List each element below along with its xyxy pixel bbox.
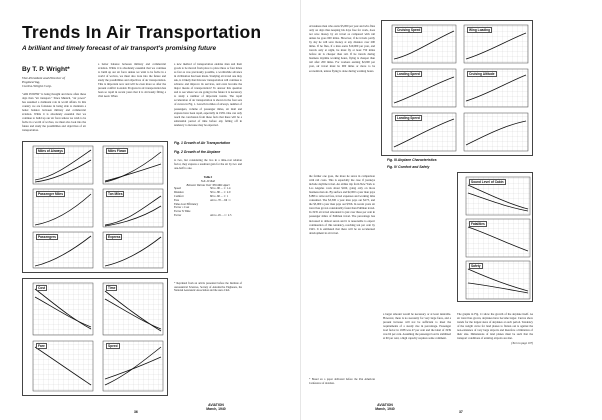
text-column-3 — [174, 62, 242, 135]
figure-1-caption: Fig. 1 Growth of Air Transportation — [174, 141, 231, 145]
table-subtitle: N.K.-W. Rail — [200, 179, 216, 183]
paragraph: to two, but considering the two in a time-cost relation factor, they express a resultant gain for the air by two and one-half to one. — [174, 158, 242, 171]
table-row: Fare Air to .70 ... 66 : 1 — [174, 198, 231, 202]
panel-label: Safety — [471, 264, 481, 268]
table-row: Time-Cost Efficiency — [174, 202, 199, 206]
paragraph: a better balance between military and commercial aviation. While it is absolutely essential that we continue to build up our air force unless we wish to be facile in a world of wolves, we must also look into the future and study the possibilities and objectives of air transportation. This is important now and will be even more so after the present conflict is ended. Progress in air transportation has been so rapid in recent years that it is obviously filling a vital need. When — [98, 62, 166, 99]
text-column-1 — [22, 92, 86, 135]
figure-1-svg — [23, 142, 169, 274]
panel-label: Fare — [38, 344, 45, 348]
table-caption: Between Various Over 300-Mile Apart — [186, 183, 230, 187]
paragraph: the farther one goes, the more he saves in comparison with rail costs. This is especially the case if journeys include daytime travel. An airline trip from New York to Los Angeles costs about $160, going only on more business men do. By surface and $2,000 a year man pays $188 to rail-road fare, travel expenses and working time consumed. The $3,500 a year man pays out $273, and the $5,000 a year man pays out $356. In recent years air travel has grown considerably faster than Pullman travel. In 1935 air travel amounted to just over three per cent in passenger miles of Pullman travel. The percentage has increased to almost seven and it is reasonable to expect continuation of this tendency, reaching ten per cent by 1945. It is estimated that there will be an accelerated development in air travel. — [309, 174, 375, 235]
table-row: Factor X Time — [174, 210, 191, 214]
panel-label: Wing Loading — [469, 28, 491, 32]
magazine-footer-right: AVIATION March, 1940 — [375, 403, 395, 411]
table-row: Speed 50 to .90 ... 1 : 1.4 — [174, 187, 231, 191]
figure-3-caption: Fig. III Airplane Characteristics — [387, 158, 437, 162]
text-column-8 — [457, 312, 533, 396]
table-title: Table I — [203, 176, 213, 179]
panel-label: Fatalities — [471, 222, 485, 226]
continued-note: (Turn to page 107) — [511, 341, 533, 346]
panel-label: Miles Flown — [108, 149, 127, 153]
table-row: Factor = Cost — [174, 206, 190, 210]
table-1 — [174, 176, 242, 218]
table-row: Factor Air to .45 ... 1 : 2.5 — [174, 213, 232, 217]
panel-grid — [33, 283, 163, 391]
panel-label: Ton Miles — [108, 192, 123, 196]
panel-label: Miles of Airways — [38, 149, 63, 153]
panel-label: Passenger Miles — [38, 192, 63, 196]
table-row: Distance 50 to .80 ... 1 : 2.0 — [174, 191, 231, 195]
figure-3-chart — [381, 20, 533, 156]
right-page — [301, 0, 602, 420]
panel-label: Time — [108, 286, 116, 290]
panel-label: Landing Speed — [397, 116, 420, 120]
figure-4-svg — [458, 173, 534, 303]
panel-label: Speed — [108, 344, 118, 348]
figure-4-chart — [457, 172, 533, 302]
text-column-6 — [309, 174, 375, 344]
paragraph: The graphs in Fig. 11 show the growth of the airplane itself. As air travel has grown, airplanes have become larger. Curves show trends for the largest sizes of airplanes at each period. Tendency of the weight curve for land planes to flatten out is against the non-existence of very large airports and therefore a limitation of their size. Dimensions of land planes must be such that the transport conditions of existing airports are met. — [457, 312, 533, 341]
text-column-7 — [383, 312, 451, 396]
page-number-right: 37 — [459, 410, 463, 414]
article-title: Trends In Air Transportation — [22, 22, 262, 42]
page-number-left: 36 — [134, 410, 138, 414]
figure-4-caption: Fig. IV Comfort and Safety — [387, 165, 430, 169]
panel-label: Cruising Speed — [397, 28, 421, 32]
paragraph: a larger amount would be necessary or at least desirable. However, there is no necessity for very large fares, and a present increase will not be sufficient to meet the requirements of a steady rise in percentage. Passenger load factor in 1938 was 47 per cent and the ideal of 1939 was 62 per cent. Assuming the passenger load is stabilized at 60 per cent, a high capacity requires some comment. — [383, 312, 451, 341]
figure-2-caption: Fig. 2 Growth of the Airplane — [174, 150, 221, 154]
panel-label: Cost — [38, 286, 46, 290]
magazine-footer-left: AVIATION March, 1940 — [206, 403, 226, 411]
panel-grid — [392, 25, 528, 151]
footnote-left: * Reprinted from an article presented before the Institute of Aeronautical Sciences, Society of Automotive Engineers, the National Aeronautic Association and the Aero Club. — [174, 282, 242, 293]
panel-label: Landing Speed — [397, 72, 420, 76]
figure-2-svg — [23, 279, 169, 397]
paragraph: a new method of transportation enables men and their goods to be moved from place to place three or four times as fast as was previously possible, a worthwhile advance in civilization has been made. Studying air travel one may ask, is it likely that this new transportation will continue to advance and improve its services, and even become the major means of transportation? To answer this question and to see where we are going in the future it is necessary to study a number of important trends. The rapid acceleration of air transportation is shown in the four sets of curves in Fig. 1. Growth in miles of airways, number of passengers, volume of passenger miles, air mail and express have been rapid, especially in 1939. One can only reach the conclusion from these facts that there will be a substantial period of time before any falling off in tendency to increase may be expected. — [174, 62, 242, 127]
panel-label: Sound Level of Cabin — [471, 180, 504, 184]
text-column-4 — [174, 158, 242, 174]
footnote-right: * Based on a paper delivered before the Pan American Conference of Aviation. — [309, 378, 375, 385]
article-subtitle: A brilliant and timely forecast of air transport's promising future — [22, 45, 217, 52]
figure-1-chart — [22, 141, 168, 273]
paragraph: "AIR POWER" is being thought and more often these days than "air transport." Since Munich, "air power" has assumed a dominant role in world affairs. In this country we are fortunate in being able to maintain a better balance between military and commercial aviation. While it is absolutely essential that we continue to build up our air force unless we wish to be facile in a world of wolves, we must also look into the future and study the possibilities and objectives of air transportation. — [22, 92, 86, 133]
author-byline: By T. P. Wright* — [22, 66, 70, 73]
panel-label: Cruising Altitude — [469, 72, 495, 76]
figure-2-chart — [22, 278, 168, 396]
panel-label: Passengers — [38, 235, 56, 239]
figure-3-svg — [382, 21, 534, 157]
table-row: Comfort 60 to .60 ... 1 : 1 — [174, 194, 229, 198]
author-affiliation: Vice-President and Director of Engineering, Curtiss-Wright Corp. — [22, 76, 65, 89]
paragraph: A business man who earns $5,000 per year and who flies only on days thus keeping his days free for work, does not save money by air travel as compared with rail unless he goes 600 miles. However, if he travels partly by day he will save money at any distance over 200 miles. If he flies, if a man earns $10,000 per year, and travels only at night, he must fly at least 750 miles before air is cheaper than rail. If he travels during business daytime working hours, flying is cheaper than rail after 200 miles. For workers earning $2,000 per year, air travel must be 900 miles or more to be economical, unless flying is done during working hours. — [309, 24, 375, 73]
text-column-5 — [309, 24, 375, 119]
text-column-2 — [98, 62, 166, 135]
panel-label: Express — [108, 235, 121, 239]
